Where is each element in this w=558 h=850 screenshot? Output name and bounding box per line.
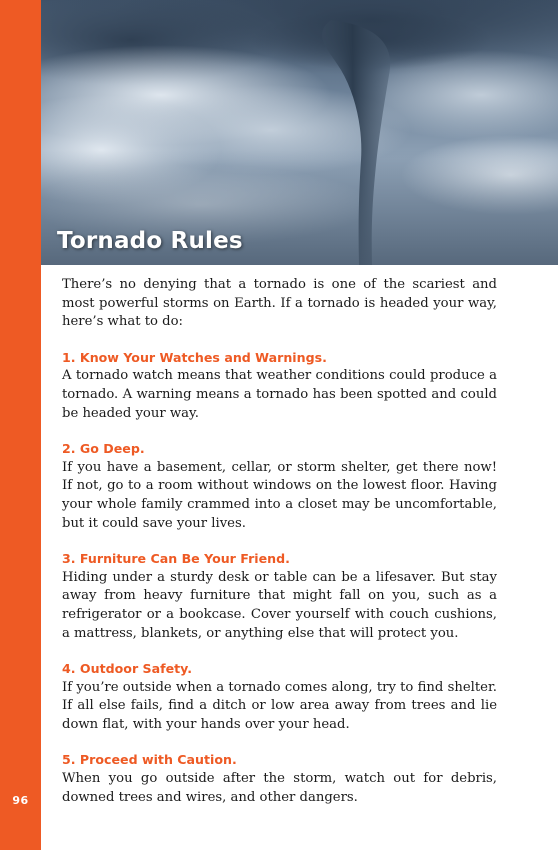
article-body xyxy=(62,276,497,824)
rule-section xyxy=(62,349,497,423)
rule-body: Hiding under a sturdy desk or table can be a lifesaver. But stay away from heavy furniture that might fall on you, such as a refrigerator or a bookcase. Cover yourself with couch cushions, a mattress, blankets, or anything else that will protect you. xyxy=(62,569,497,641)
page-number: 96 xyxy=(12,794,29,807)
rule-body: A tornado watch means that weather conditions could produce a tornado. A warning means a tornado has been spotted and could be headed your way. xyxy=(62,368,497,421)
page-title: Tornado Rules xyxy=(57,228,243,254)
orange-side-bar xyxy=(0,0,41,850)
rule-section xyxy=(62,550,497,643)
rule-section xyxy=(62,751,497,807)
tornado-photo xyxy=(41,0,558,265)
rule-section xyxy=(62,440,497,533)
intro-paragraph: There’s no denying that a tornado is one of the scariest and most powerful storms on Earth. If a tornado is headed your way, here’s what to do: xyxy=(62,277,497,330)
rule-heading: 1. Know Your Watches and Warnings. xyxy=(62,349,327,365)
rule-heading: 2. Go Deep. xyxy=(62,441,145,457)
rule-section xyxy=(62,660,497,734)
tornado-illustration xyxy=(41,0,558,265)
rule-heading: 3. Furniture Can Be Your Friend. xyxy=(62,551,290,567)
rule-body: If you have a basement, cellar, or storm shelter, get there now! If not, go to a room without windows on the lowest floor. Having your whole family crammed into a closet may be uncomfortable, but it could save your lives. xyxy=(62,459,497,531)
rule-heading: 5. Proceed with Caution. xyxy=(62,752,237,768)
rule-body: If you’re outside when a tornado comes along, try to find shelter. If all else fails, find a ditch or low area away from trees and lie down flat, with your hands over your head. xyxy=(62,679,497,732)
rule-body: When you go outside after the storm, watch out for debris, downed trees and wires, and other dangers. xyxy=(62,771,497,805)
rule-heading: 4. Outdoor Safety. xyxy=(62,661,192,677)
